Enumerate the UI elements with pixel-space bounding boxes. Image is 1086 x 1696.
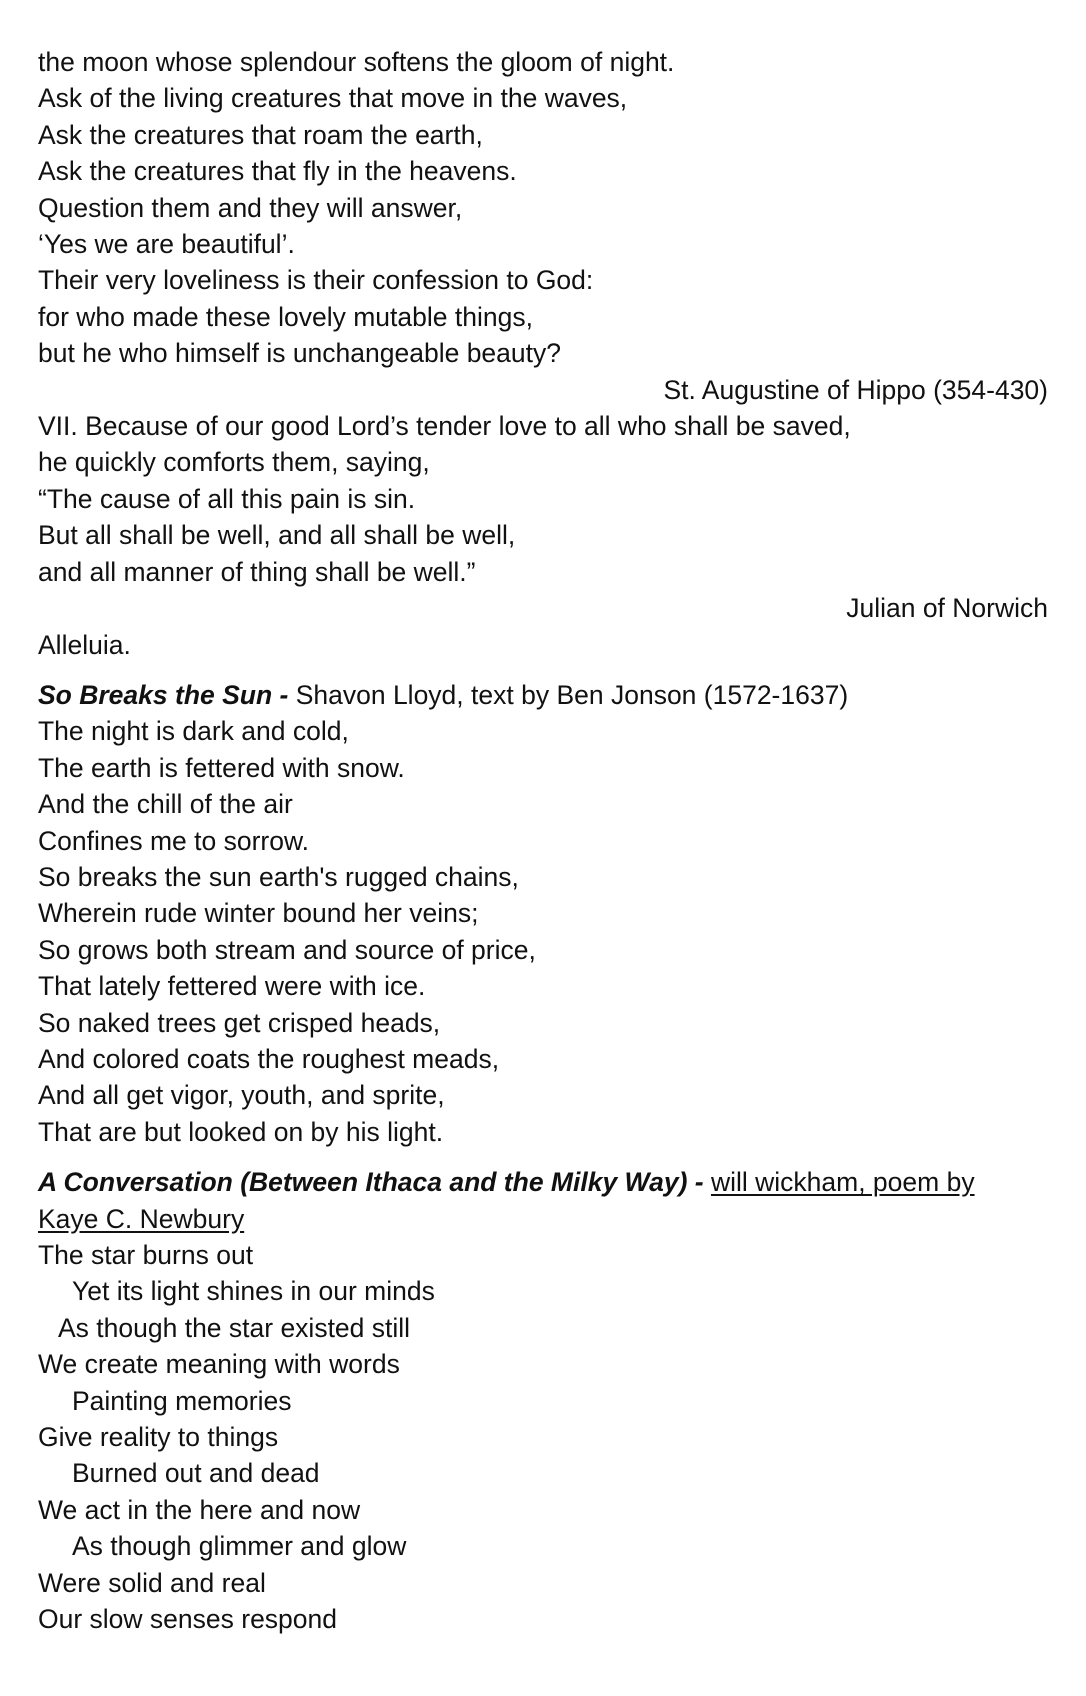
poem-line: for who made these lovely mutable things, xyxy=(38,301,533,332)
conversation-heading xyxy=(38,1164,1048,1200)
poem-line: That are but looked on by his light. xyxy=(38,1116,444,1147)
poem-line: Ask the creatures that roam the earth, xyxy=(38,119,483,150)
poem-line: the moon whose splendour softens the gloom of night. xyxy=(38,47,675,77)
poem-line: he quickly comforts them, saying, xyxy=(38,447,430,478)
poem-line: As though the star existed still xyxy=(58,1312,411,1343)
so-breaks-section xyxy=(38,677,1048,1150)
poem-line: So naked trees get crisped heads, xyxy=(38,1007,441,1038)
poem-line: Burned out and dead xyxy=(72,1458,320,1489)
poem-line: Ask the creatures that fly in the heavens. xyxy=(38,156,517,187)
poem-line: Wherein rude winter bound her veins; xyxy=(38,898,479,929)
poem-line: Confines me to sorrow. xyxy=(38,825,310,856)
so-breaks-heading xyxy=(38,677,1048,713)
augustine-section xyxy=(38,44,1048,408)
augustine-attribution: St. Augustine of Hippo (354-430) xyxy=(663,374,1048,405)
poem-line: Our slow senses respond xyxy=(38,1604,338,1635)
poem-line: That lately fettered were with ice. xyxy=(38,971,426,1002)
poem-line: Their very loveliness is their confession to God: xyxy=(38,265,594,296)
poem-line: And the chill of the air xyxy=(38,789,293,820)
poem-line: But all shall be well, and all shall be well, xyxy=(38,520,516,551)
poem-line: Question them and they will answer, xyxy=(38,192,463,223)
so-breaks-title: So Breaks the Sun - xyxy=(38,679,289,710)
conversation-credit-line2 xyxy=(38,1201,1048,1237)
poem-line: “The cause of all this pain is sin. xyxy=(38,483,416,514)
poem-line: We create meaning with words xyxy=(38,1349,400,1380)
document-page xyxy=(38,44,1048,1637)
conversation-section xyxy=(38,1164,1048,1637)
poem-line: Painting memories xyxy=(72,1385,292,1416)
poem-line: And colored coats the roughest meads, xyxy=(38,1043,500,1074)
poem-line: As though glimmer and glow xyxy=(72,1531,407,1562)
julian-attribution: Julian of Norwich xyxy=(846,593,1048,624)
poem-line: We act in the here and now xyxy=(38,1494,361,1525)
poem-line: The night is dark and cold, xyxy=(38,716,349,747)
poem-line: Give reality to things xyxy=(38,1422,279,1453)
julian-section xyxy=(38,408,1048,626)
poem-line: And all get vigor, youth, and sprite, xyxy=(38,1080,445,1111)
poem-line: Ask of the living creatures that move in the waves, xyxy=(38,83,628,114)
poem-line: The earth is fettered with snow. xyxy=(38,752,405,783)
poem-line: and all manner of thing shall be well.” xyxy=(38,556,476,587)
poem-line: The star burns out xyxy=(38,1240,254,1270)
conversation-credit-link-cont[interactable]: Kaye C. Newbury xyxy=(38,1203,245,1234)
poem-line: So grows both stream and source of price, xyxy=(38,934,536,965)
so-breaks-credit: Shavon Lloyd, text by Ben Jonson (1572-1637) xyxy=(288,679,849,710)
poem-line: but he who himself is unchangeable beauty? xyxy=(38,338,561,369)
poem-line: Were solid and real xyxy=(38,1567,266,1598)
conversation-title: A Conversation (Between Ithaca and the Milky Way) - xyxy=(38,1167,704,1198)
poem-line: So breaks the sun earth's rugged chains, xyxy=(38,861,519,892)
alleluia-text: Alleluia. xyxy=(38,629,131,660)
conversation-credit-link[interactable]: will wickham, poem by xyxy=(710,1167,975,1198)
poem-line: ‘Yes we are beautiful’. xyxy=(38,229,295,260)
poem-line: VII. Because of our good Lord’s tender love to all who shall be saved, xyxy=(38,411,851,442)
poem-line: Yet its light shines in our minds xyxy=(72,1276,435,1307)
